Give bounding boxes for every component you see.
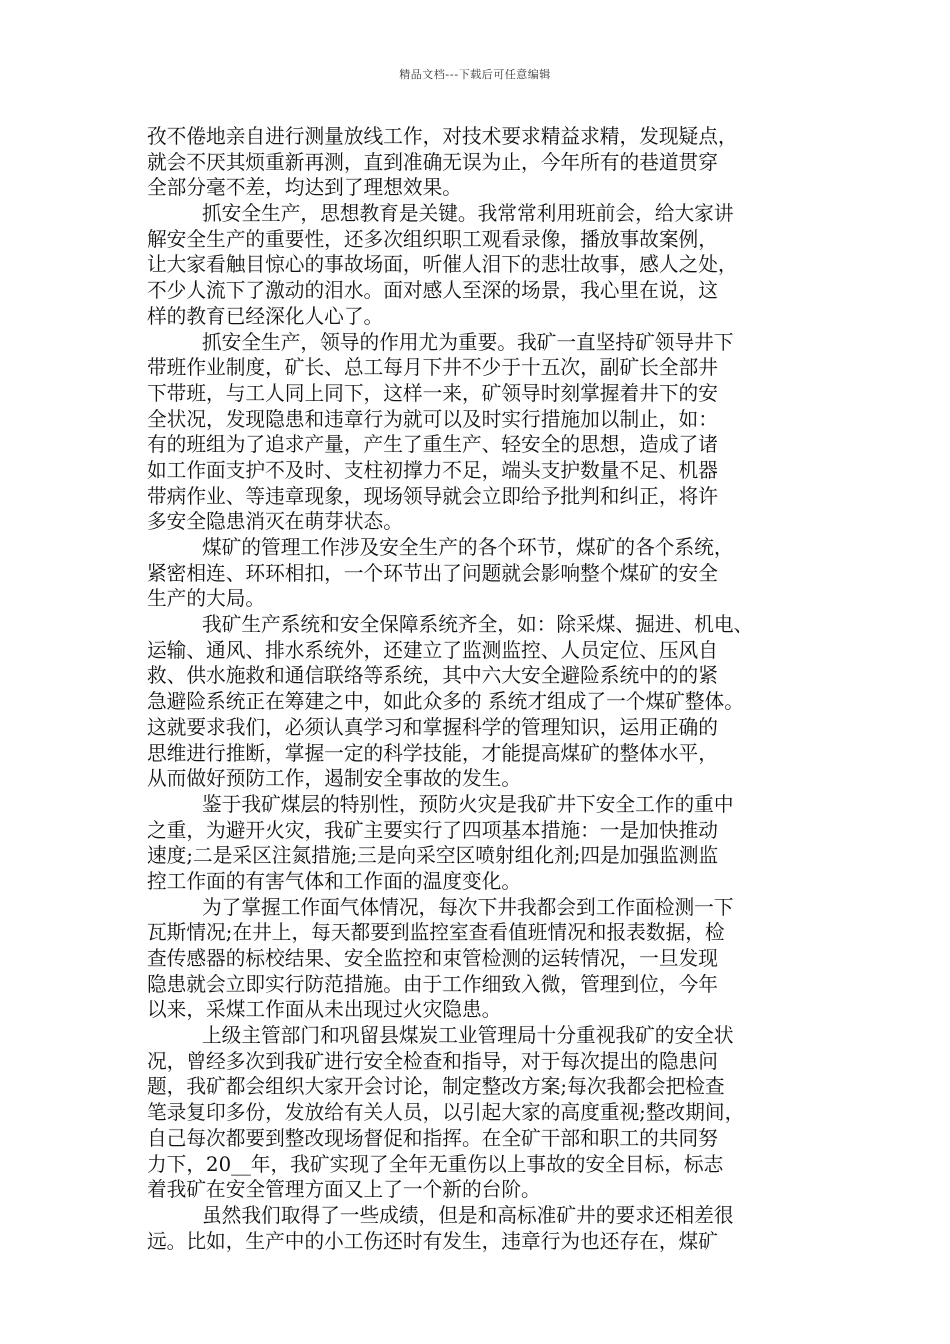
text-line: 孜不倦地亲自进行测量放线工作，对技术要求精益求精，发现疑点， [147,125,738,148]
text-line: 查传感器的标校结果、安全监控和束管检测的运转情况，一旦发现 [147,947,718,970]
document-body [147,124,823,1254]
text-line: 不少人流下了激动的泪水。面对感人至深的场景，我心里在说，这 [147,279,718,303]
text-line: 运输、通风、排水系统外，还建立了监测监控、人员定位、压风自 [147,638,718,662]
text-line: 况，曾经多次到我矿进行安全检查和指导，对于每次提出的隐患问 [147,1049,718,1073]
text-line: 让大家看触目惊心的事故场面，听催人泪下的悲壮故事，感人之处， [147,253,738,277]
text-line: 生产的大局。 [147,587,266,611]
text-line: 煤矿的管理工作涉及安全生产的各个环节，煤矿的各个系统， [202,536,734,559]
text-line: 隐患就会立即实行防范措施。由于工作细致入微，管理到位，今年 [147,972,718,996]
text-line: 为了掌握工作面气体情况，每次下井我都会到工作面检测一下 [202,895,734,919]
text-line: 虽然我们取得了一些成绩，但是和高标准矿井的要求还相差很 [202,1203,734,1227]
text-line: 之重，为避开火灾，我矿主要实行了四项基本措施：一是加快推动 [147,818,718,842]
text-line: 题，我矿都会组织大家开会讨论，制定整改方案;每次我都会把检查 [147,1075,725,1099]
text-line: 如工作面支护不及时、支柱初撑力不足，端头支护数量不足、机器 [147,458,718,482]
text-line: 就会不厌其烦重新再测，直到准确无误为止，今年所有的巷道贯穿 [147,150,718,174]
text-line: 带病作业、等违章现象，现场领导就会立即给予批判和纠正，将许 [147,484,718,508]
text-line: 下带班，与工人同上同下，这样一来，矿领导时刻掌握着井下的安 [147,381,718,405]
text-line: 救、供水施救和通信联络等系统，其中六大安全避险系统中的的紧 [147,664,718,688]
text-line: 抓安全生产，思想教育是关键。我常常利用班前会，给大家讲 [202,202,734,226]
text-line: 鉴于我矿煤层的特别性，预防火灾是我矿井下安全工作的重中 [202,792,734,816]
text-line: 急避险系统正在筹建之中，如此众多的 系统才组成了一个煤矿整体。 [147,690,744,714]
text-line: 从而做好预防工作，遏制安全事故的发生。 [147,767,522,791]
text-line: 上级主管部门和巩留县煤炭工业管理局十分重视我矿的安全状 [202,1024,734,1048]
text-line: 思维进行推断，掌握一定的科学技能，才能提高煤矿的整体水平， [147,741,718,765]
text-line: 控工作面的有害气体和工作面的温度变化。 [147,869,522,893]
text-line: 这就要求我们，必须认真学习和掌握科学的管理知识，运用正确的 [147,715,718,739]
page-header: 精品文档---下载后可任意编辑 [399,68,551,81]
text-line: 瓦斯情况;在井上，每天都要到监控室查看值班情况和报表数据，检 [147,921,725,945]
text-line: 解安全生产的重要性，还多次组织职工观看录像，播放事故案例， [147,227,718,251]
text-line: 紧密相连、环环相扣，一个环节出了问题就会影响整个煤矿的安全 [147,561,718,585]
text-line: 我矿生产系统和安全保障系统齐全，如：除采煤、掘进、机电、 [202,613,754,637]
text-line: 远。比如，生产中的小工伤还时有发生，违章行为也还存在，煤矿 [147,1229,718,1253]
text-line: 带班作业制度，矿长、总工每月下井不少于十五次，副矿长全部井 [147,356,718,380]
text-line: 全部分毫不差，均达到了理想效果。 [147,176,462,200]
text-line: 自己每次都要到整改现场督促和指挥。在全矿干部和职工的共同努 [147,1126,718,1150]
text-line: 抓安全生产，领导的作用尤为重要。我矿一直坚持矿领导井下 [202,330,734,354]
text-line: 笔录复印多份，发放给有关人员，以引起大家的高度重视;整改期间， [147,1101,745,1125]
text-line: 样的教育已经深化人心了。 [147,304,384,328]
text-line: 力下，20__年，我矿实现了全年无重伤以上事故的安全目标，标志 [147,1152,724,1176]
text-line: 有的班组为了追求产量，产生了重生产、轻安全的思想，造成了诸 [147,433,718,457]
text-line: 着我矿在安全管理方面又上了一个新的台阶。 [147,1178,541,1202]
text-line: 全状况，发现隐患和违章行为就可以及时实行措施加以制止，如： [147,407,718,431]
text-line: 多安全隐患消灭在萌芽状态。 [147,510,403,534]
text-line: 速度;二是采区注氮措施;三是向采空区喷射组化剂;四是加强监测监 [147,844,719,868]
text-line: 以来，采煤工作面从未出现过火灾隐患。 [147,998,502,1022]
